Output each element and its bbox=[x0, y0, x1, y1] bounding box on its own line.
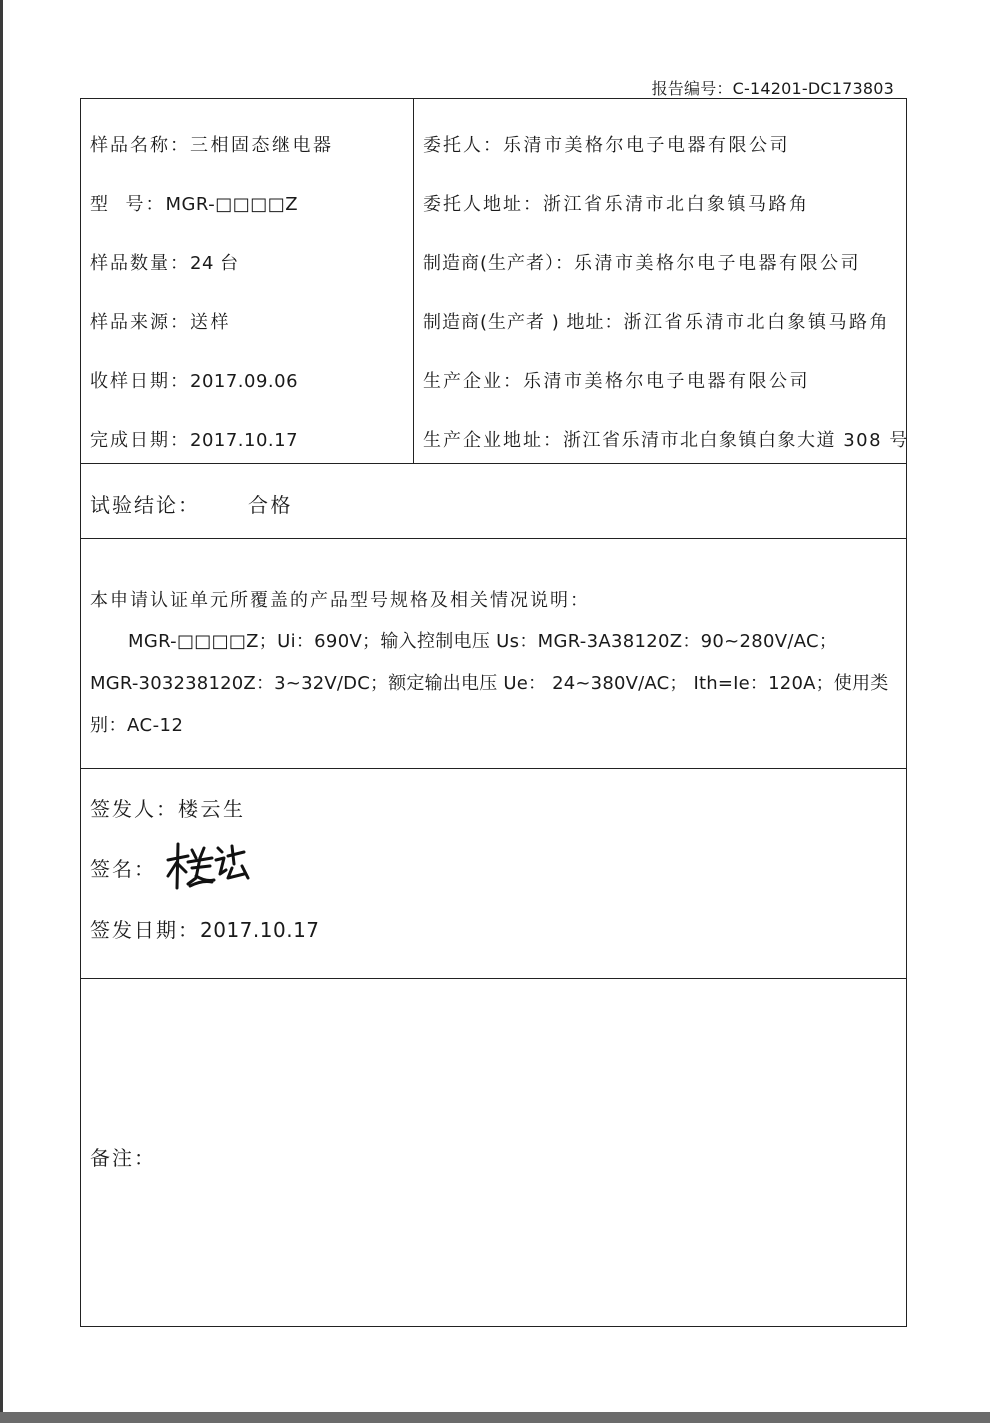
manufacturer-address-value: 浙江省乐清市北白象镇马路角 bbox=[623, 312, 890, 333]
description-line-1: MGR-□□□□Z；Ui：690V；输入控制电压 Us：MGR-3A38120Z：90~280V/AC； bbox=[128, 631, 838, 652]
client-address-field bbox=[423, 190, 810, 216]
production-company-label: 生产企业： bbox=[423, 371, 523, 392]
remarks-field bbox=[90, 1142, 156, 1171]
completion-date-field bbox=[90, 426, 298, 452]
sample-source-field bbox=[90, 308, 231, 334]
production-company-field bbox=[423, 367, 810, 393]
receipt-date-label: 收样日期： bbox=[90, 371, 190, 392]
sample-name-value: 三相固态继电器 bbox=[190, 135, 334, 156]
signature-label: 签名： bbox=[90, 857, 156, 881]
completion-date-value: 2017.10.17 bbox=[190, 430, 299, 451]
report-number bbox=[652, 76, 894, 99]
sample-name-field bbox=[90, 131, 334, 157]
row-divider-conclusion bbox=[80, 463, 907, 464]
client-value: 乐清市美格尔电子电器有限公司 bbox=[503, 135, 790, 156]
issue-date-label: 签发日期： bbox=[90, 918, 200, 942]
report-number-label: 报告编号： bbox=[651, 79, 733, 98]
receipt-date-value: 2017.09.06 bbox=[190, 371, 299, 392]
production-company-address-field bbox=[423, 426, 909, 452]
page-edge-left bbox=[0, 0, 3, 1423]
row-divider-description bbox=[80, 538, 907, 539]
manufacturer-address-field bbox=[423, 308, 890, 334]
sample-source-value: 送样 bbox=[190, 312, 231, 333]
manufacturer-address-label: 制造商(生产者 ) 地址： bbox=[423, 312, 624, 333]
description-heading: 本申请认证单元所覆盖的产品型号规格及相关情况说明： bbox=[90, 590, 590, 611]
report-number-value: C-14201-DC173803 bbox=[732, 79, 894, 98]
remarks-label: 备注： bbox=[90, 1146, 156, 1170]
column-divider bbox=[413, 98, 414, 464]
row-divider-remarks bbox=[80, 978, 907, 979]
handwritten-signature bbox=[162, 838, 257, 893]
issuer-field bbox=[90, 793, 246, 822]
model-field bbox=[90, 190, 298, 216]
manufacturer-field bbox=[423, 249, 861, 275]
signature-field bbox=[90, 853, 156, 882]
conclusion-field bbox=[90, 489, 293, 518]
conclusion-label: 试验结论： bbox=[90, 493, 200, 517]
conclusion-value: 合格 bbox=[248, 493, 293, 517]
production-company-address-value: 浙江省乐清市北白象镇白象大道 308 号 bbox=[563, 430, 909, 451]
completion-date-label: 完成日期： bbox=[90, 430, 190, 451]
client-field bbox=[423, 131, 790, 157]
page-edge-bottom bbox=[0, 1412, 990, 1423]
sample-quantity-value: 24 台 bbox=[190, 253, 239, 274]
receipt-date-field bbox=[90, 367, 298, 393]
issuer-name: 楼云生 bbox=[178, 797, 246, 821]
issuer-label: 签发人： bbox=[90, 797, 178, 821]
production-company-value: 乐清市美格尔电子电器有限公司 bbox=[523, 371, 810, 392]
model-value: MGR-□□□□Z bbox=[165, 194, 299, 215]
sample-quantity-label: 样品数量： bbox=[90, 253, 190, 274]
production-company-address-label: 生产企业地址： bbox=[423, 430, 563, 451]
description-line-3: 别：AC-12 bbox=[90, 715, 184, 736]
client-label: 委托人： bbox=[423, 135, 503, 156]
sample-quantity-field bbox=[90, 249, 239, 275]
sample-name-label: 样品名称： bbox=[90, 135, 190, 156]
issue-date-value: 2017.10.17 bbox=[200, 918, 320, 942]
description-line-2: MGR-303238120Z：3~32V/DC；额定输出电压 Ue： 24~380V/AC； Ith=Ie：120A；使用类 bbox=[90, 673, 889, 694]
sample-source-label: 样品来源： bbox=[90, 312, 190, 333]
model-label: 型 号： bbox=[90, 194, 166, 215]
issue-date-field bbox=[90, 914, 320, 943]
client-address-value: 浙江省乐清市北白象镇马路角 bbox=[543, 194, 810, 215]
manufacturer-value: 乐清市美格尔电子电器有限公司 bbox=[574, 253, 862, 274]
client-address-label: 委托人地址： bbox=[423, 194, 543, 215]
manufacturer-label: 制造商(生产者）： bbox=[423, 253, 575, 274]
row-divider-issuer bbox=[80, 768, 907, 769]
